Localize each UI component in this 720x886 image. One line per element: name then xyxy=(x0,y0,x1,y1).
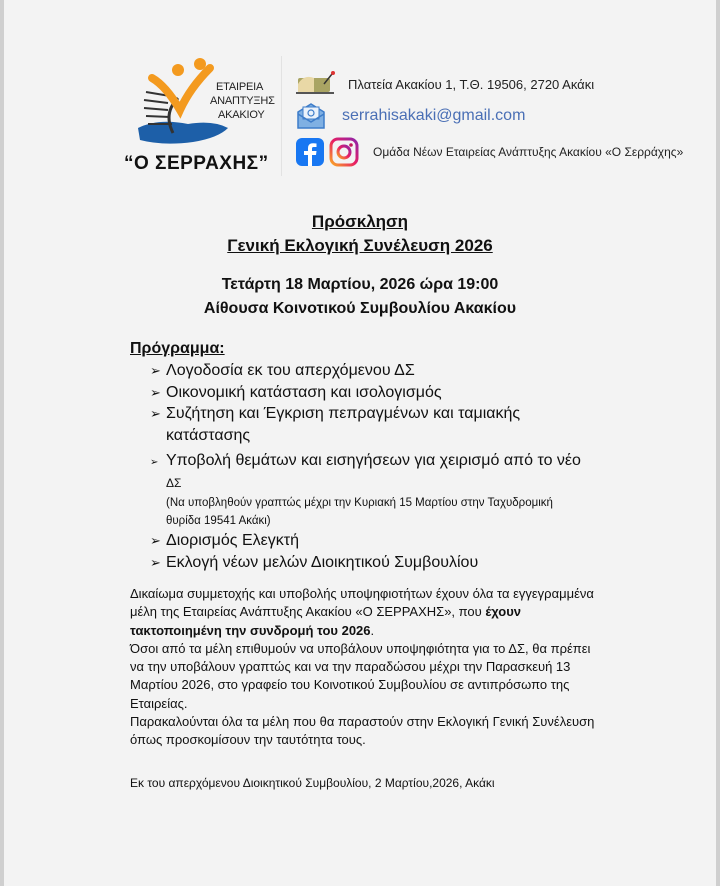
arrow-bullet-icon: ➢ xyxy=(150,363,161,378)
logo-text-line2: ΑΝΑΠΤΥΞΗΣ xyxy=(210,95,275,107)
social-row xyxy=(296,137,683,167)
program-item xyxy=(130,552,590,574)
email-row xyxy=(296,102,525,130)
arrow-bullet-icon: ➢ xyxy=(150,457,159,468)
title-line1: Πρόσκληση xyxy=(311,212,409,231)
social-group-text: Ομάδα Νέων Εταιρείας Ανάπτυξης Ακακίου «Ο Σερράχης» xyxy=(373,145,684,159)
mailbox-icon xyxy=(296,70,328,98)
program-list xyxy=(130,360,590,573)
program-item xyxy=(130,530,590,552)
logo-caption: “Ο ΣΕΡΡΑΧΗΣ” xyxy=(124,153,269,174)
program-item-suffix: ΔΣ xyxy=(166,475,182,490)
program-item-text: Οικονομική κατάσταση και ισολογισμός xyxy=(166,383,442,401)
event-details xyxy=(0,273,720,321)
id-request-paragraph: Παρακαλούνται όλα τα μέλη που θα παραστούν στην Εκλογική Γενική Συνέλευση όπως προσκομίσουν την ταυτότητα τους. xyxy=(130,714,595,748)
email-link[interactable]: serrahisakaki@gmail.com xyxy=(342,107,526,124)
eligibility-paragraph: Δικαίωμα συμμετοχής και υποβολής υποψηφιοτήτων έχουν όλα τα εγγεγραμμένα μέλη της Εταιρείας Ανάπτυξης Ακακίου «Ο ΣΕΡΡΑΧΗΣ», που έχουν τακτοποιημένη την συνδρομή του 2026. xyxy=(130,586,594,638)
program-item xyxy=(130,403,590,446)
arrow-bullet-icon: ➢ xyxy=(150,406,161,421)
event-venue: Αίθουσα Κοινοτικού Συμβουλίου Ακακίου xyxy=(203,300,517,317)
title-line2: Γενική Εκλογική Συνέλευση 2026 xyxy=(227,236,493,255)
body-text xyxy=(130,585,600,750)
program-item-text: Συζήτηση και Έγκριση πεπραγμένων και ταμιακής κατάστασης xyxy=(166,405,521,444)
program-heading: Πρόγραμμα: xyxy=(130,340,225,357)
instagram-icon[interactable] xyxy=(329,137,359,167)
program-item xyxy=(130,450,590,494)
arrow-bullet-icon: ➢ xyxy=(150,384,161,400)
address-row xyxy=(296,70,594,98)
organization-logo xyxy=(118,58,275,176)
facebook-icon[interactable] xyxy=(296,138,324,166)
program-item xyxy=(130,382,590,404)
envelope-icon xyxy=(296,102,328,130)
arrow-bullet-icon: ➢ xyxy=(150,554,161,570)
candidacy-paragraph: Όσοι από τα μέλη επιθυμούν να υποβάλουν υποψηφιότητα για το ΔΣ, θα πρέπει να την υποβάλουν γραπτώς και να την παραδώσου μέχρι την Παρασκευή 13 Μαρτίου 2026, στο γραφείο του Κοινοτικού Συμβουλίου σε αντιπρόσωπο της Εταιρείας. xyxy=(130,640,591,711)
arrow-bullet-icon: ➢ xyxy=(150,533,161,548)
logo-text-line1: ΕΤΑΙΡΕΙΑ xyxy=(216,81,264,93)
address-text: Πλατεία Ακακίου 1, Τ.Θ. 19506, 2720 Ακάκι xyxy=(348,76,595,92)
program-item-text: Διορισμός Ελεγκτή xyxy=(166,532,299,549)
invitation-title xyxy=(0,210,720,258)
subscription-emphasis: έχουν τακτοποιημένη την συνδρομή του 2026 xyxy=(130,604,522,638)
header-divider xyxy=(281,56,282,176)
program-section xyxy=(130,338,590,573)
program-item-note: (Να υποβληθούν γραπτώς μέχρι την Κυριακή 15 Μαρτίου στην Ταχυδρομική θυρίδα 19541 Ακάκι) xyxy=(166,497,553,527)
program-item-text: Υποβολή θεμάτων και εισηγήσεων για χειρισμό από το νέο xyxy=(166,452,581,469)
program-item xyxy=(130,360,590,382)
event-datetime: Τετάρτη 18 Μαρτίου, 2026 ώρα 19:00 xyxy=(221,276,499,293)
page-edge-right xyxy=(716,0,720,886)
program-item-text: Εκλογή νέων μελών Διοικητικού Συμβουλίου xyxy=(166,553,479,571)
logo-text-line3: ΑΚΑΚΙΟΥ xyxy=(218,109,265,121)
page-edge-left xyxy=(0,0,4,886)
signature-line: Εκ του απερχόμενου Διοικητικού Συμβουλίου, 2 Μαρτίου,2026, Ακάκι xyxy=(130,776,495,790)
program-item-text: Λογοδοσία εκ του απερχόμενου ΔΣ xyxy=(166,362,415,379)
